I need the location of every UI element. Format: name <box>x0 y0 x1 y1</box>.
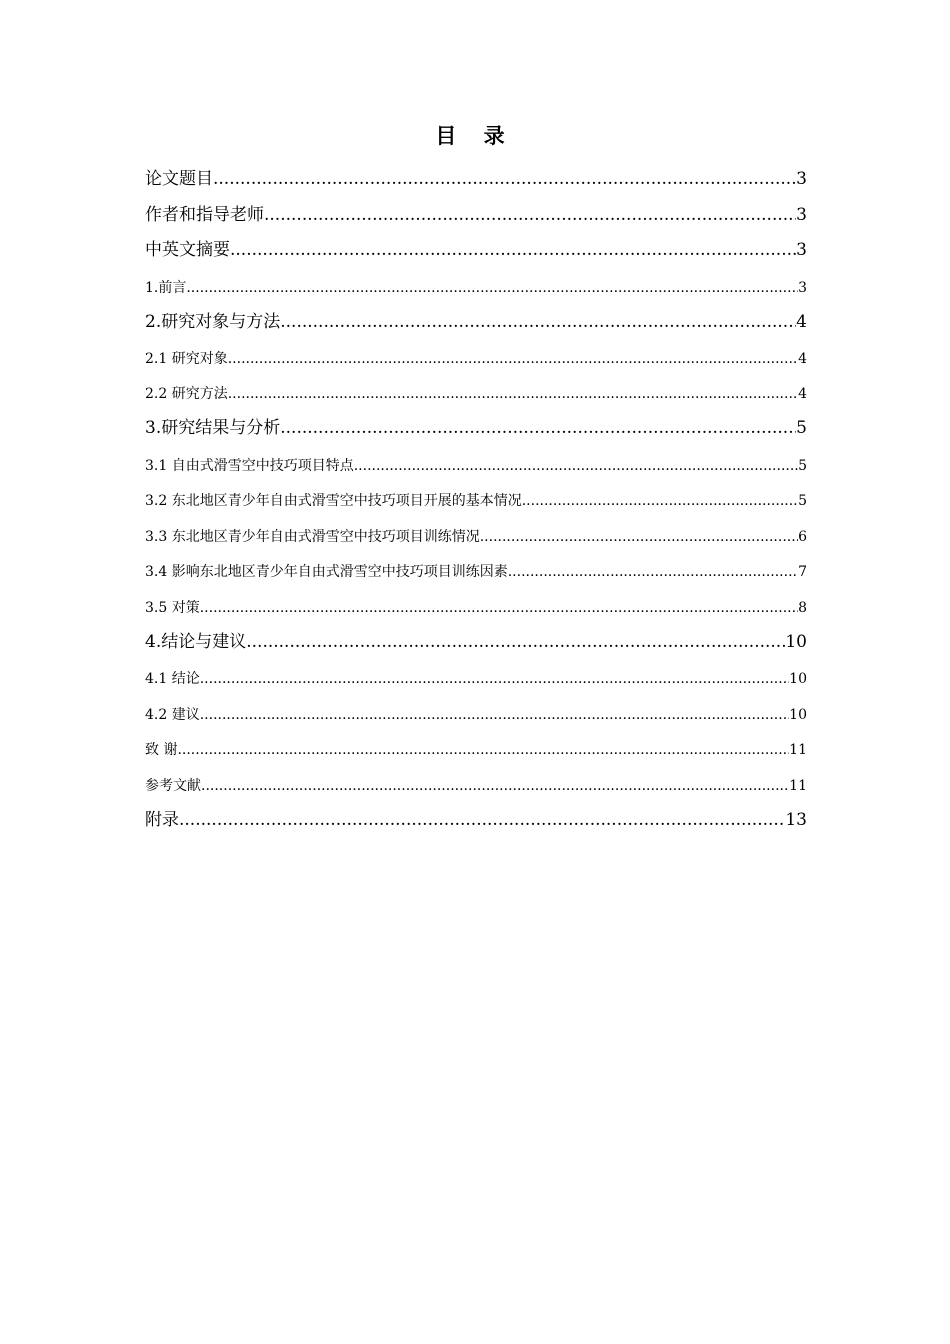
toc-entry-text: 4.2 建议 <box>145 706 200 723</box>
toc-entry[interactable] <box>145 370 807 406</box>
toc-entry[interactable] <box>145 192 807 228</box>
toc-page-number: 5 <box>798 457 807 474</box>
toc-leader-dots <box>200 600 798 619</box>
toc-entry[interactable] <box>145 797 807 833</box>
toc-entry[interactable] <box>145 263 807 299</box>
toc-leader-dots <box>186 280 798 299</box>
toc-entry[interactable] <box>145 298 807 334</box>
toc-leader-dots <box>213 169 796 191</box>
toc-leader-dots <box>179 810 785 832</box>
toc-list <box>145 156 807 832</box>
toc-entry[interactable] <box>145 619 807 655</box>
toc-leader-dots <box>354 458 798 477</box>
toc-entry[interactable] <box>145 227 807 263</box>
toc-leader-dots <box>200 707 789 726</box>
toc-page-number: 10 <box>789 671 807 688</box>
toc-entry-text: 4.1 结论 <box>145 671 200 688</box>
toc-entry[interactable] <box>145 334 807 370</box>
toc-page-number: 5 <box>798 493 807 510</box>
toc-entry-text: 作者和指导老师 <box>145 204 264 225</box>
toc-entry-text: 4.结论与建议 <box>145 631 247 652</box>
toc-entry-text: 3.3 东北地区青少年自由式滑雪空中技巧项目训练情况 <box>145 528 480 545</box>
toc-leader-dots <box>480 529 798 548</box>
toc-leader-dots <box>230 240 796 262</box>
toc-page-number: 10 <box>785 631 807 652</box>
toc-entry-text: 3.1 自由式滑雪空中技巧项目特点 <box>145 457 354 474</box>
toc-entry[interactable] <box>145 690 807 726</box>
toc-leader-dots <box>264 205 796 227</box>
toc-entry-text: 参考文献 <box>145 777 201 794</box>
toc-page-number: 8 <box>798 599 807 616</box>
toc-leader-dots <box>246 632 785 654</box>
toc-page-number: 3 <box>796 204 807 225</box>
toc-entry[interactable] <box>145 512 807 548</box>
toc-leader-dots <box>280 312 796 334</box>
toc-entry[interactable] <box>145 441 807 477</box>
toc-leader-dots <box>522 493 798 512</box>
toc-page-number: 3 <box>796 240 807 261</box>
toc-leader-dots <box>280 418 796 440</box>
toc-leader-dots <box>228 386 798 405</box>
toc-entry-text: 2.研究对象与方法 <box>145 311 281 332</box>
toc-page-number: 4 <box>796 311 807 332</box>
toc-leader-dots <box>228 351 798 370</box>
toc-leader-dots <box>508 564 798 583</box>
toc-page-number: 4 <box>798 386 807 403</box>
toc-page-number: 3 <box>796 169 807 190</box>
toc-page-number: 4 <box>798 350 807 367</box>
toc-entry-text: 3.4 影响东北地区青少年自由式滑雪空中技巧项目训练因素 <box>145 564 508 581</box>
toc-page-number: 10 <box>789 706 807 723</box>
toc-leader-dots <box>201 778 789 797</box>
toc-leader-dots <box>177 742 789 761</box>
toc-entry-text: 3.5 对策 <box>145 599 200 616</box>
toc-entry[interactable] <box>145 654 807 690</box>
toc-leader-dots <box>200 671 789 690</box>
toc-entry[interactable] <box>145 405 807 441</box>
toc-entry-text: 3.2 东北地区青少年自由式滑雪空中技巧项目开展的基本情况 <box>145 493 522 510</box>
toc-entry-text: 中英文摘要 <box>145 240 230 261</box>
toc-page-number: 11 <box>789 742 807 759</box>
toc-entry[interactable] <box>145 548 807 584</box>
toc-entry-text: 2.2 研究方法 <box>145 386 228 403</box>
toc-page-number: 6 <box>798 528 807 545</box>
toc-entry-text: 2.1 研究对象 <box>145 350 228 367</box>
toc-entry[interactable] <box>145 583 807 619</box>
toc-page-number: 7 <box>798 564 807 581</box>
toc-page-number: 11 <box>789 777 807 794</box>
toc-entry-text: 3.研究结果与分析 <box>145 418 281 439</box>
toc-entry[interactable] <box>145 476 807 512</box>
toc-entry[interactable] <box>145 156 807 192</box>
toc-page-number: 5 <box>796 418 807 439</box>
toc-page-number: 3 <box>798 279 807 296</box>
toc-entry-text: 致 谢 <box>145 742 178 759</box>
toc-entry[interactable] <box>145 761 807 797</box>
toc-title: 目 录 <box>435 124 515 148</box>
toc-page-number: 13 <box>785 809 807 830</box>
toc-entry-text: 论文题目 <box>145 169 213 190</box>
toc-entry[interactable] <box>145 726 807 762</box>
toc-entry-text: 附录 <box>145 809 179 830</box>
toc-entry-text: 1.前言 <box>145 279 187 296</box>
